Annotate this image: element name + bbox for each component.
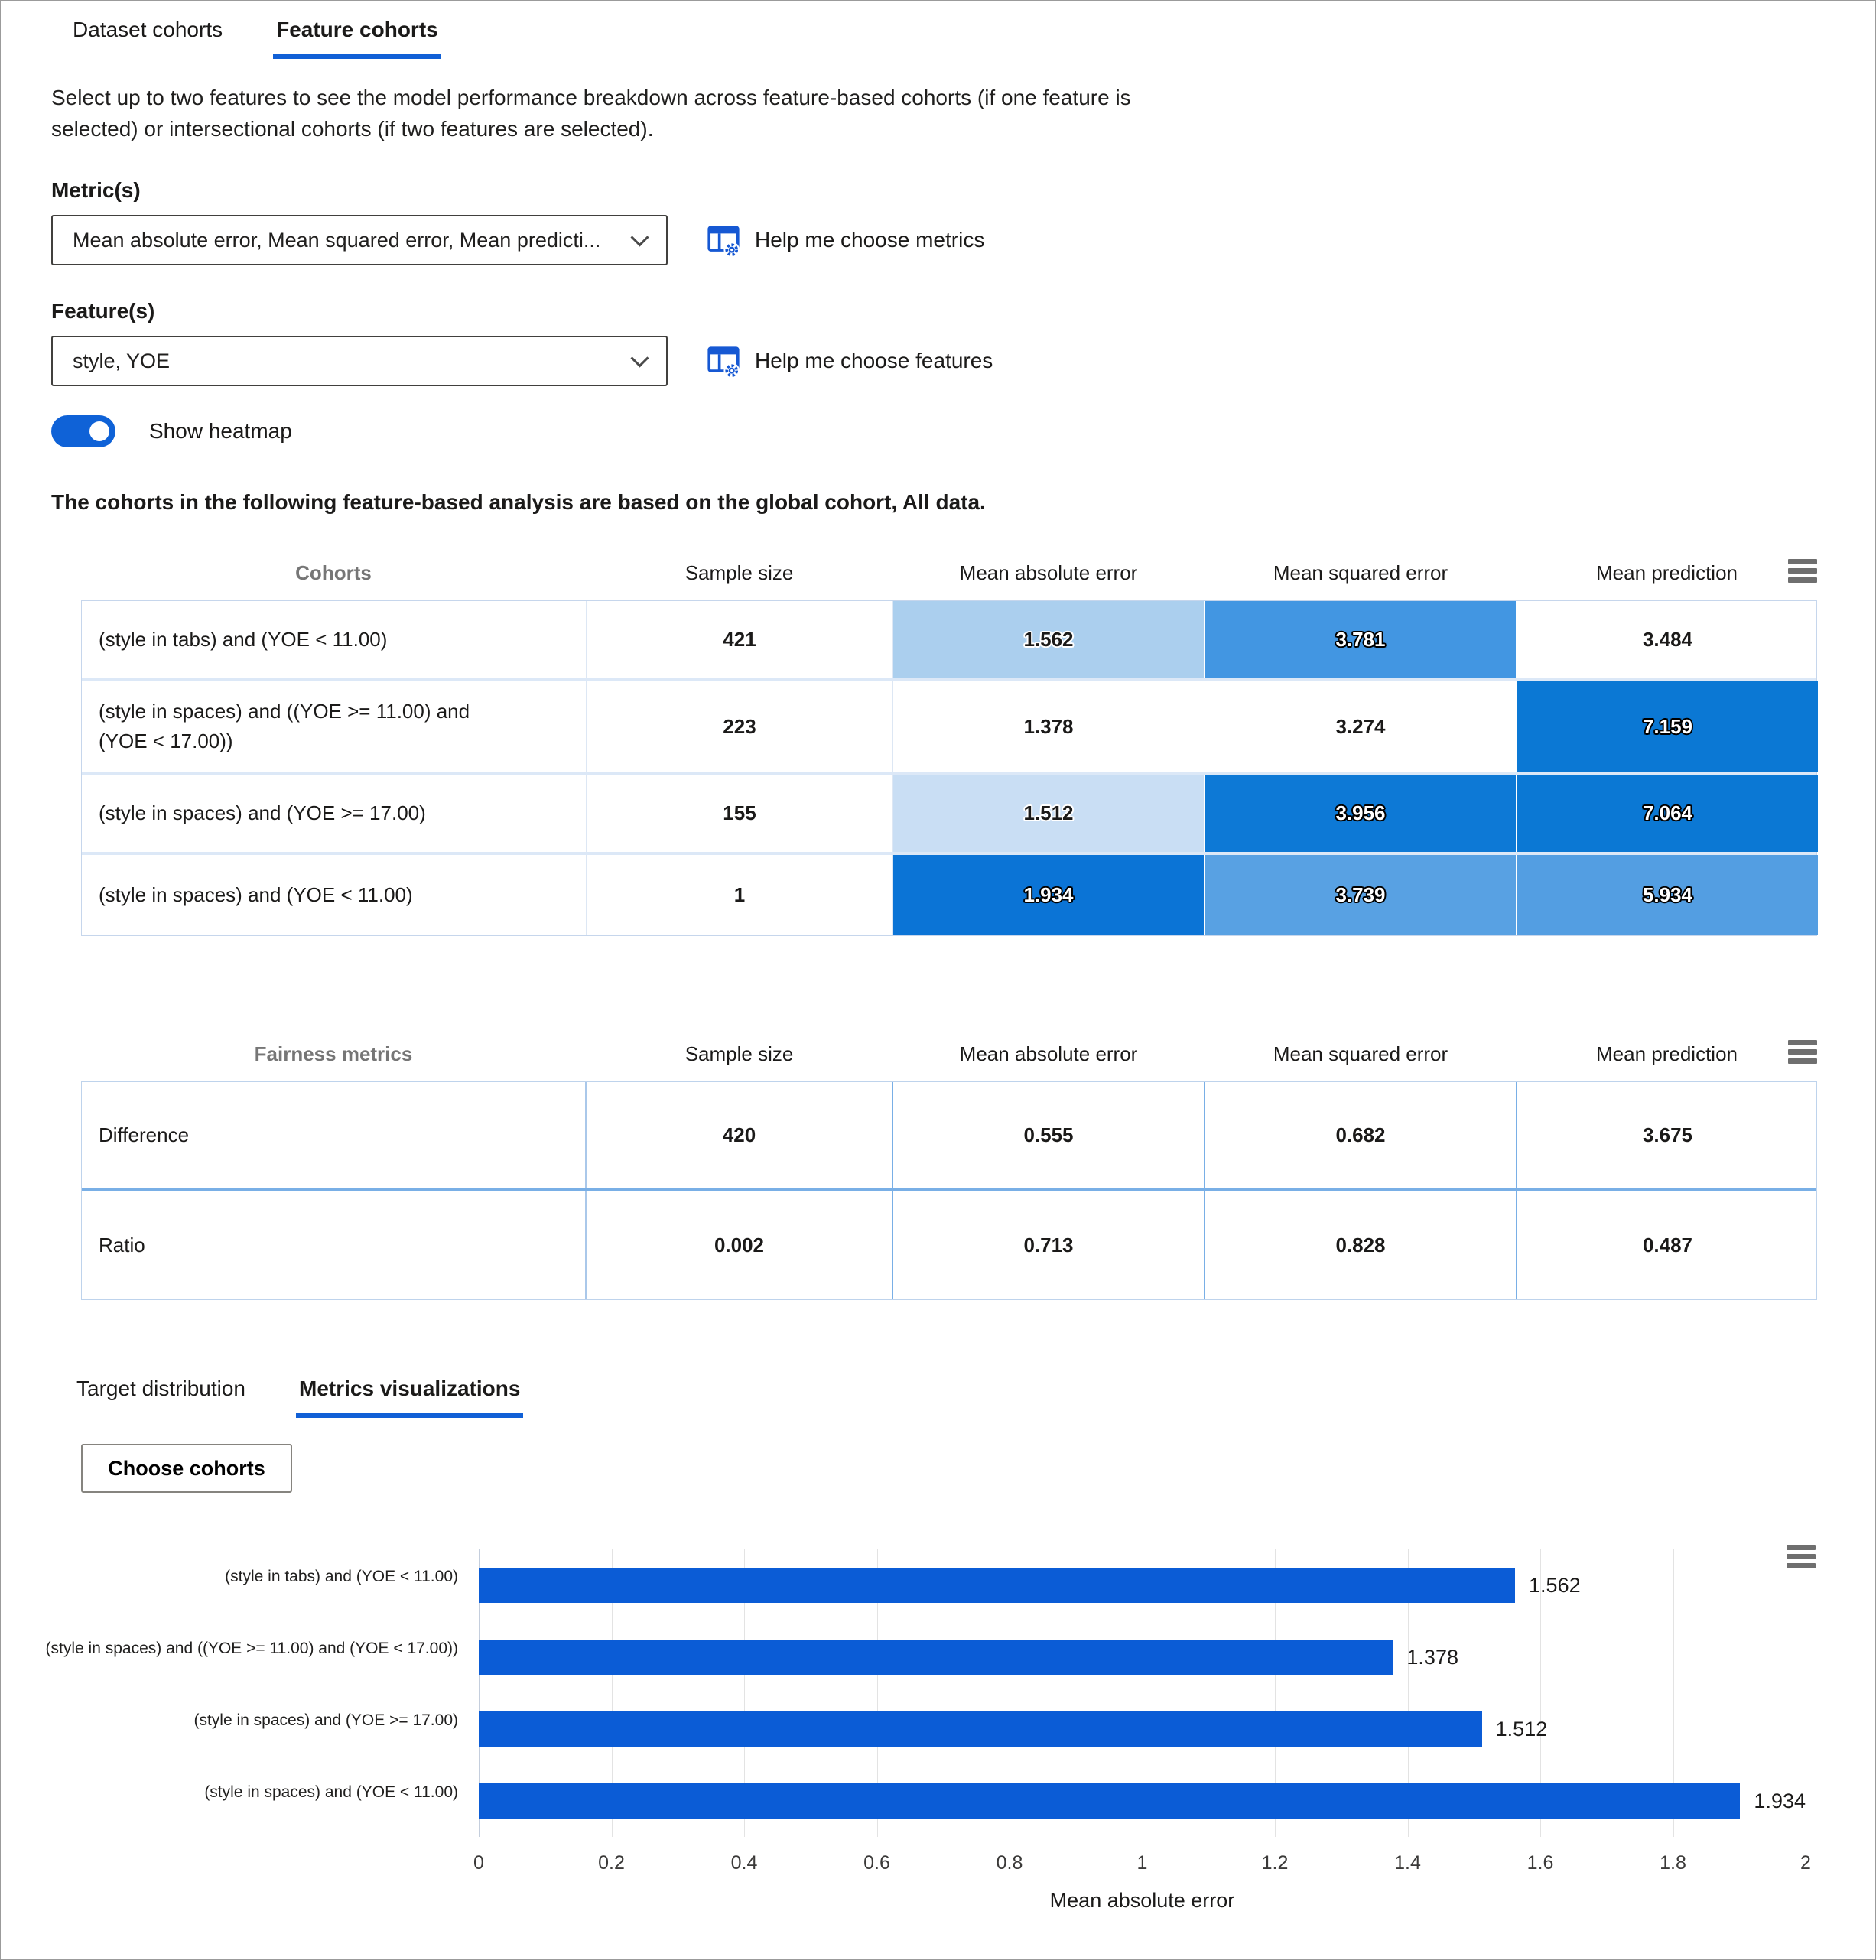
sample-size-cell: 155 xyxy=(587,775,893,852)
fairness-metrics-table xyxy=(81,1026,1817,1300)
x-tick-label: 0.2 xyxy=(598,1852,625,1874)
help-choose-metrics-link[interactable] xyxy=(706,223,984,258)
sample-size-cell: 421 xyxy=(587,601,893,678)
cohort-name: (style in spaces) and (YOE < 11.00) xyxy=(82,855,587,935)
metrics-label: Metric(s) xyxy=(51,178,141,202)
value-cell: 0.487 xyxy=(1642,1233,1693,1256)
value-cell: 0.682 xyxy=(1205,1082,1517,1188)
heatmap-cell: 7.064 xyxy=(1517,775,1818,852)
col-header-sample-size: Sample size xyxy=(684,1042,794,1065)
heatmap-cell: 1.562 xyxy=(893,601,1205,678)
help-choose-features-label: Help me choose features xyxy=(755,349,993,372)
chart-x-axis-ticks xyxy=(473,1852,1811,1878)
x-tick-label: 1.4 xyxy=(1394,1852,1421,1874)
col-header-mse: Mean squared error xyxy=(1273,1042,1448,1065)
heatmap-cell: 1.934 xyxy=(893,855,1205,935)
heatmap-cell: 3.274 xyxy=(1205,681,1517,772)
value-cell: 420 xyxy=(587,1082,893,1188)
x-tick-label: 1.6 xyxy=(1526,1852,1554,1874)
help-choose-metrics-label: Help me choose metrics xyxy=(755,228,985,252)
bar xyxy=(479,1568,1515,1603)
value-cell: 0.002 xyxy=(587,1191,893,1299)
heatmap-cell: 3.956 xyxy=(1205,775,1517,852)
heatmap-cell: 3.781 xyxy=(1205,601,1517,678)
x-tick-label: 0 xyxy=(473,1852,484,1874)
chart-category-label: (style in spaces) and ((YOE >= 11.00) and (YOE < 17.00)) xyxy=(45,1640,458,1657)
bar xyxy=(479,1783,1740,1819)
table-menu-icon[interactable] xyxy=(1788,1040,1817,1068)
bar xyxy=(479,1640,1393,1675)
features-dropdown[interactable] xyxy=(51,336,668,386)
tab-target-distribution[interactable]: Target distribution xyxy=(76,1377,246,1400)
table-menu-icon[interactable] xyxy=(1788,559,1817,587)
table-row xyxy=(82,601,1816,681)
col-header-fairness-metrics: Fairness metrics xyxy=(254,1042,413,1065)
metrics-dropdown[interactable] xyxy=(51,215,668,265)
heatmap-cell: 1.378 xyxy=(893,681,1205,772)
x-tick-label: 0.6 xyxy=(863,1852,890,1874)
col-header-cohorts: Cohorts xyxy=(295,561,372,584)
cohort-tabs xyxy=(1,1,1875,59)
chart-category-label: (style in tabs) and (YOE < 11.00) xyxy=(225,1568,458,1585)
chevron-down-icon xyxy=(630,228,649,246)
table-row xyxy=(82,855,1816,935)
x-tick-label: 0.8 xyxy=(996,1852,1023,1874)
metrics-dropdown-value: Mean absolute error, Mean squared error, Mean predicti... xyxy=(73,228,601,252)
chart-plot-area xyxy=(479,1549,1806,1837)
x-tick-label: 1 xyxy=(1136,1852,1148,1874)
show-heatmap-label: Show heatmap xyxy=(149,419,292,443)
table-row xyxy=(82,681,1816,775)
show-heatmap-toggle[interactable] xyxy=(51,415,115,447)
tab-metrics-visualizations[interactable]: Metrics visualizations xyxy=(296,1370,523,1418)
chevron-down-icon xyxy=(630,349,649,367)
col-header-mae: Mean absolute error xyxy=(959,561,1138,584)
col-header-mse: Mean squared error xyxy=(1273,561,1448,584)
bar-value-label: 1.378 xyxy=(1406,1645,1458,1669)
features-dropdown-value: style, YOE xyxy=(73,349,171,372)
cohort-name: (style in tabs) and (YOE < 11.00) xyxy=(82,601,587,678)
chart-x-axis-title: Mean absolute error xyxy=(1049,1889,1235,1912)
col-header-sample-size: Sample size xyxy=(684,561,794,584)
cohort-name: (style in spaces) and ((YOE >= 11.00) and (YOE < 17.00)) xyxy=(82,681,587,772)
page-description: Select up to two features to see the model performance breakdown across feature-based cohorts (if one feature is selected) or intersectional cohorts (if two features are selected). xyxy=(51,86,1131,141)
col-header-mp: Mean prediction xyxy=(1596,561,1738,584)
heatmap-cell: 1.512 xyxy=(893,775,1205,852)
bar xyxy=(479,1711,1482,1747)
fairness-row-name: Ratio xyxy=(82,1191,587,1299)
table-row xyxy=(82,775,1816,855)
value-cell: 3.675 xyxy=(1642,1123,1693,1146)
sample-size-cell: 223 xyxy=(587,681,893,772)
x-tick-label: 1.8 xyxy=(1660,1852,1686,1874)
bar-value-label: 1.562 xyxy=(1529,1573,1581,1597)
value-cell: 0.713 xyxy=(893,1191,1205,1299)
x-tick-label: 0.4 xyxy=(730,1852,758,1874)
cohort-heatmap-table xyxy=(81,545,1817,936)
features-label: Feature(s) xyxy=(51,299,155,323)
table-gear-icon xyxy=(706,223,741,258)
help-choose-features-link[interactable] xyxy=(706,343,993,379)
chart-category-label: (style in spaces) and (YOE < 11.00) xyxy=(204,1783,458,1801)
bar-value-label: 1.934 xyxy=(1754,1789,1806,1812)
heatmap-cell: 7.159 xyxy=(1517,681,1818,772)
heatmap-cell: 3.739 xyxy=(1205,855,1517,935)
col-header-mp: Mean prediction xyxy=(1596,1042,1738,1065)
x-tick-label: 1.2 xyxy=(1261,1852,1289,1874)
table-row xyxy=(82,1191,1816,1299)
table-gear-icon xyxy=(706,343,741,379)
metrics-bar-chart xyxy=(1,1543,1875,1926)
heatmap-cell: 5.934 xyxy=(1517,855,1818,935)
bar-value-label: 1.512 xyxy=(1495,1717,1548,1741)
tab-feature-cohorts[interactable]: Feature cohorts xyxy=(273,11,441,59)
col-header-mae: Mean absolute error xyxy=(959,1042,1138,1065)
choose-cohorts-button[interactable]: Choose cohorts xyxy=(81,1444,292,1493)
value-cell: 0.555 xyxy=(893,1082,1205,1188)
global-cohort-note: The cohorts in the following feature-based analysis are based on the global cohort, All data. xyxy=(51,490,986,514)
x-tick-label: 2 xyxy=(1800,1852,1811,1874)
sample-size-cell: 1 xyxy=(587,855,893,935)
visualization-tabs xyxy=(1,1300,1875,1418)
cohort-name: (style in spaces) and (YOE >= 17.00) xyxy=(82,775,587,852)
tab-dataset-cohorts[interactable]: Dataset cohorts xyxy=(73,18,223,41)
chart-category-label: (style in spaces) and (YOE >= 17.00) xyxy=(193,1711,458,1729)
value-cell: 0.828 xyxy=(1205,1191,1517,1299)
fairness-row-name: Difference xyxy=(82,1082,587,1188)
table-row xyxy=(82,1082,1816,1191)
heatmap-cell: 3.484 xyxy=(1642,628,1693,651)
